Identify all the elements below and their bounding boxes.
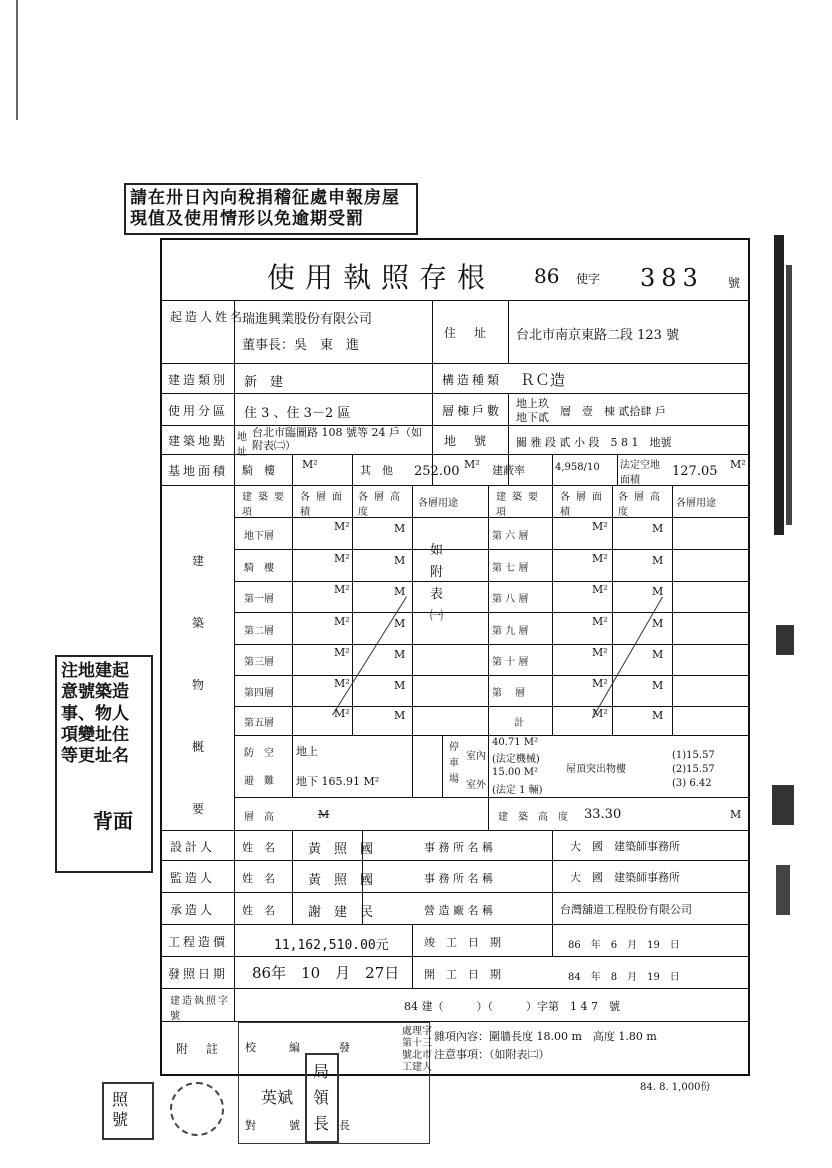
completion-date: 86 年 6 月 19 日 (568, 940, 680, 951)
completion-label: 竣 工 日 期 (424, 936, 501, 949)
area-unit: M² (334, 707, 350, 720)
structure-value: ＲＣ造 (520, 371, 566, 389)
height-unit: M (394, 679, 406, 692)
print-info: 84. 8. 1,000份 (640, 1082, 711, 1093)
form-title: 使用執照存根 (267, 261, 496, 294)
shelter-label: 防空避難 (244, 748, 284, 787)
legal-space-value: 127.05 (672, 464, 718, 479)
remarks-line2: 注意事項：（如附表㈡） (434, 1048, 550, 1061)
floor-row-label-r: 計 (514, 718, 524, 729)
area-unit: M² (334, 583, 350, 596)
building-summary-label: 建築物概要 (192, 554, 208, 816)
structure-label: 構造種類 (442, 373, 503, 387)
start-label: 開 工 日 期 (424, 968, 501, 981)
roof-value: (3) 6.42 (672, 778, 712, 789)
supervisor-name: 黃 照 國 (308, 873, 374, 888)
col-header-height-r: 各層高度 (618, 492, 666, 518)
approval-vertical-text: 處理字第十三號北市工建人 (402, 1026, 432, 1073)
director-seal-text: 局領長 (313, 1062, 330, 1133)
height-unit: M (394, 522, 406, 535)
build-type-value: 新 建 (244, 375, 284, 390)
seal-text: 照號 (112, 1090, 129, 1129)
coverage-value: 4,958/10 (555, 462, 600, 473)
col-header-height: 各層高度 (358, 492, 406, 518)
cost-value: 11,162,510.00元 (274, 938, 389, 953)
floor-row-label-r: 第 八 層 (492, 594, 529, 605)
outdoor-label: 室外 (466, 780, 486, 791)
seal-stamp (102, 1082, 154, 1140)
height-unit-r: M (652, 648, 664, 661)
area-unit: M² (334, 520, 350, 533)
tax-notice-text: 請在卅日內向稅捐稽征處申報房屋現值及使用情形以免逾期受罰 (130, 188, 400, 230)
round-seal (170, 1082, 224, 1136)
total-height-unit: M (730, 808, 742, 821)
side-stamp-line: 項變址住 (61, 724, 129, 745)
supervisor-office-label: 事 務 所 名 稱 (424, 872, 493, 885)
see-back-label: 背面 (93, 809, 133, 833)
area-unit-r: M² (592, 677, 608, 690)
lot-label: 地 號 (444, 434, 490, 448)
base-area-label: 基地面積 (168, 464, 229, 478)
col-header-area-r: 各層面積 (560, 492, 608, 518)
parking-label: 停車場 (449, 742, 459, 785)
floor-row-label: 騎 樓 (244, 563, 274, 574)
floors-label: 層棟戶數 (442, 404, 503, 418)
floor-row-label-r: 第 七 層 (492, 563, 529, 574)
height-unit: M (394, 648, 406, 661)
col-header-item-r: 建築要項 (496, 492, 544, 518)
applicant-chairman: 董事長：吳 東 進 (242, 338, 360, 353)
floor-row-label: 第三層 (244, 657, 274, 668)
other-unit: M² (464, 458, 480, 471)
col-header-usage-r: 各層用途 (676, 498, 716, 509)
shelter-above: 地上 (296, 745, 318, 758)
cost-label: 工程造價 (168, 935, 229, 949)
area-unit: M² (334, 552, 350, 565)
side-stamp-line: 等更址名 (61, 746, 129, 766)
usage-permit-form (160, 238, 750, 1076)
designer-name: 黃 照 國 (308, 842, 374, 857)
supervisor-name-label: 姓 名 (242, 872, 275, 885)
applicant-address: 台北市南京東路二段 123 號 (516, 328, 680, 343)
permit-word-label: 使字 (576, 272, 601, 286)
indoor-note: (法定機械) (492, 754, 540, 765)
area-unit-r: M² (592, 552, 608, 565)
grid-label: 長 (339, 1119, 350, 1132)
floor-row-label-r: 第 九 層 (492, 626, 529, 637)
arcade-unit: M² (302, 458, 318, 471)
side-stamp-line: 事、物人 (61, 703, 129, 724)
contractor-firm: 台灣舖道工程股份有限公司 (560, 903, 692, 916)
side-stamp-line: 注地建起 (61, 661, 129, 681)
height-unit: M (394, 585, 406, 598)
contractor-name-label: 姓 名 (242, 904, 275, 917)
floor-row-label-r: 第 十 層 (492, 657, 529, 668)
contractor-firm-label: 營 造 廠 名 稱 (424, 904, 493, 917)
address-label: 住 址 (444, 326, 490, 340)
floor-row-label: 地下層 (244, 531, 274, 542)
designer-label: 設計人 (170, 840, 216, 854)
total-height-value: 33.30 (584, 807, 622, 822)
floors-below: 地下貳 (516, 411, 549, 424)
area-unit-r: M² (592, 646, 608, 659)
coverage-label: 建蔽率 (492, 464, 525, 477)
grid-label: 對 (245, 1119, 256, 1132)
permit-hao: 號 (728, 276, 741, 290)
legal-space-label: 法定空地面積 (620, 460, 660, 486)
total-height-label: 建 築 高 度 (498, 812, 568, 823)
floors-rest: 層 壹 棟 貳拾肆 戶 (560, 405, 666, 418)
arcade-label: 騎 樓 (242, 464, 275, 477)
roof-note: 屋頂突出物樓 (566, 764, 626, 775)
floor-row-label: 第四層 (244, 688, 274, 699)
area-unit-r: M² (592, 583, 608, 596)
height-unit-r: M (652, 679, 664, 692)
floor-row-label-r: 第 六 層 (492, 531, 529, 542)
floor-row-label: 第一層 (244, 594, 274, 605)
height-unit-r: M (652, 554, 664, 567)
lot-value: 關 雅 段 貳 小 段 5 8 1 地號 (516, 436, 672, 449)
floor-row-label: 第五層 (244, 718, 274, 729)
outdoor-value: 15.00 M² (492, 767, 539, 778)
contractor-label: 承造人 (170, 903, 216, 917)
applicant-label: 起造人姓名 (170, 310, 246, 324)
designer-name-label: 姓 名 (242, 841, 275, 854)
outdoor-note: (法定 1 輛) (492, 785, 543, 796)
floor-row-label: 第二層 (244, 626, 274, 637)
site-label: 建築地點 (168, 434, 229, 448)
permit-label: 建造執照字號 (170, 996, 230, 1022)
height-unit: M (394, 554, 406, 567)
indoor-label: 室內 (466, 751, 486, 762)
usage-note: 如附表㈠ (430, 543, 444, 624)
start-date: 84 年 8 月 19 日 (568, 972, 680, 983)
floors-above: 地上玖 (516, 397, 549, 410)
designer-office: 大 國 建築師事務所 (570, 840, 680, 853)
height-unit-r: M (652, 617, 664, 630)
area-unit: M² (334, 677, 350, 690)
scan-edge-noise (766, 225, 832, 925)
usage-zone-label: 使用分區 (168, 404, 229, 418)
supervisor-label: 監造人 (170, 871, 216, 885)
usage-zone-value: 住 3 、住 3－2 區 (244, 406, 351, 421)
area-unit-r: M² (592, 707, 608, 720)
height-unit-r: M (652, 522, 664, 535)
tax-notice-stamp (124, 183, 418, 235)
contractor-name: 謝 建 民 (308, 905, 374, 920)
roof-value: (2)15.57 (672, 764, 715, 775)
floor-height-label: 層 高 (244, 812, 274, 823)
permit-value: 84 建（ ）（ ）字第 1 4 7 號 (404, 1000, 620, 1013)
side-stamp-line: 意號築造 (61, 682, 129, 703)
other-value: 252.00 (414, 464, 460, 479)
col-header-area: 各層面積 (300, 492, 348, 518)
grid-label: 編 (289, 1041, 300, 1054)
designer-office-label: 事 務 所 名 稱 (424, 841, 493, 854)
permit-year: 86 (534, 264, 560, 288)
floor-height-value: M (318, 808, 330, 821)
supervisor-office: 大 國 建築師事務所 (570, 871, 680, 884)
change-notice-stamp (55, 655, 153, 873)
height-unit: M (394, 617, 406, 630)
build-type-label: 建造類別 (168, 373, 229, 387)
site-prefix: 地址 (237, 432, 247, 458)
area-unit: M² (334, 646, 350, 659)
director-seal (305, 1053, 339, 1143)
issue-label: 發照日期 (168, 967, 229, 981)
applicant-company: 瑞進興業股份有限公司 (242, 312, 373, 327)
scan-left-edge (14, 0, 24, 130)
area-unit-r: M² (592, 615, 608, 628)
permit-number: 383 (640, 264, 704, 292)
shelter-below: 地下 165.91 M² (296, 775, 380, 788)
issue-date: 86年 10 月 27日 (252, 964, 400, 982)
height-unit-r: M (652, 585, 664, 598)
height-unit-r: M (652, 709, 664, 722)
legal-space-unit: M² (730, 458, 746, 471)
remarks-label: 附 註 (176, 1042, 222, 1056)
grid-label: 校 (245, 1041, 256, 1054)
col-header-usage: 各層用途 (418, 498, 458, 509)
indoor-value: 40.71 M² (492, 737, 539, 748)
area-unit: M² (334, 615, 350, 628)
area-unit-r: M² (592, 520, 608, 533)
remarks-line1: 雜項內容：圍牆長度 18.00 m 高度 1.80 m (434, 1030, 657, 1043)
site-address: 台北市臨圖路 108 號等 24 戶（如附表㈡） (252, 426, 422, 452)
col-header-item: 建築要項 (242, 492, 290, 518)
floor-row-label-r: 第 層 (492, 688, 526, 699)
handwritten-sign: 英斌 (261, 1088, 294, 1107)
other-label: 其 他 (360, 464, 393, 477)
roof-value: (1)15.57 (672, 750, 715, 761)
grid-label: 發 (339, 1041, 350, 1054)
height-unit: M (394, 709, 406, 722)
grid-label: 號 (289, 1119, 300, 1132)
